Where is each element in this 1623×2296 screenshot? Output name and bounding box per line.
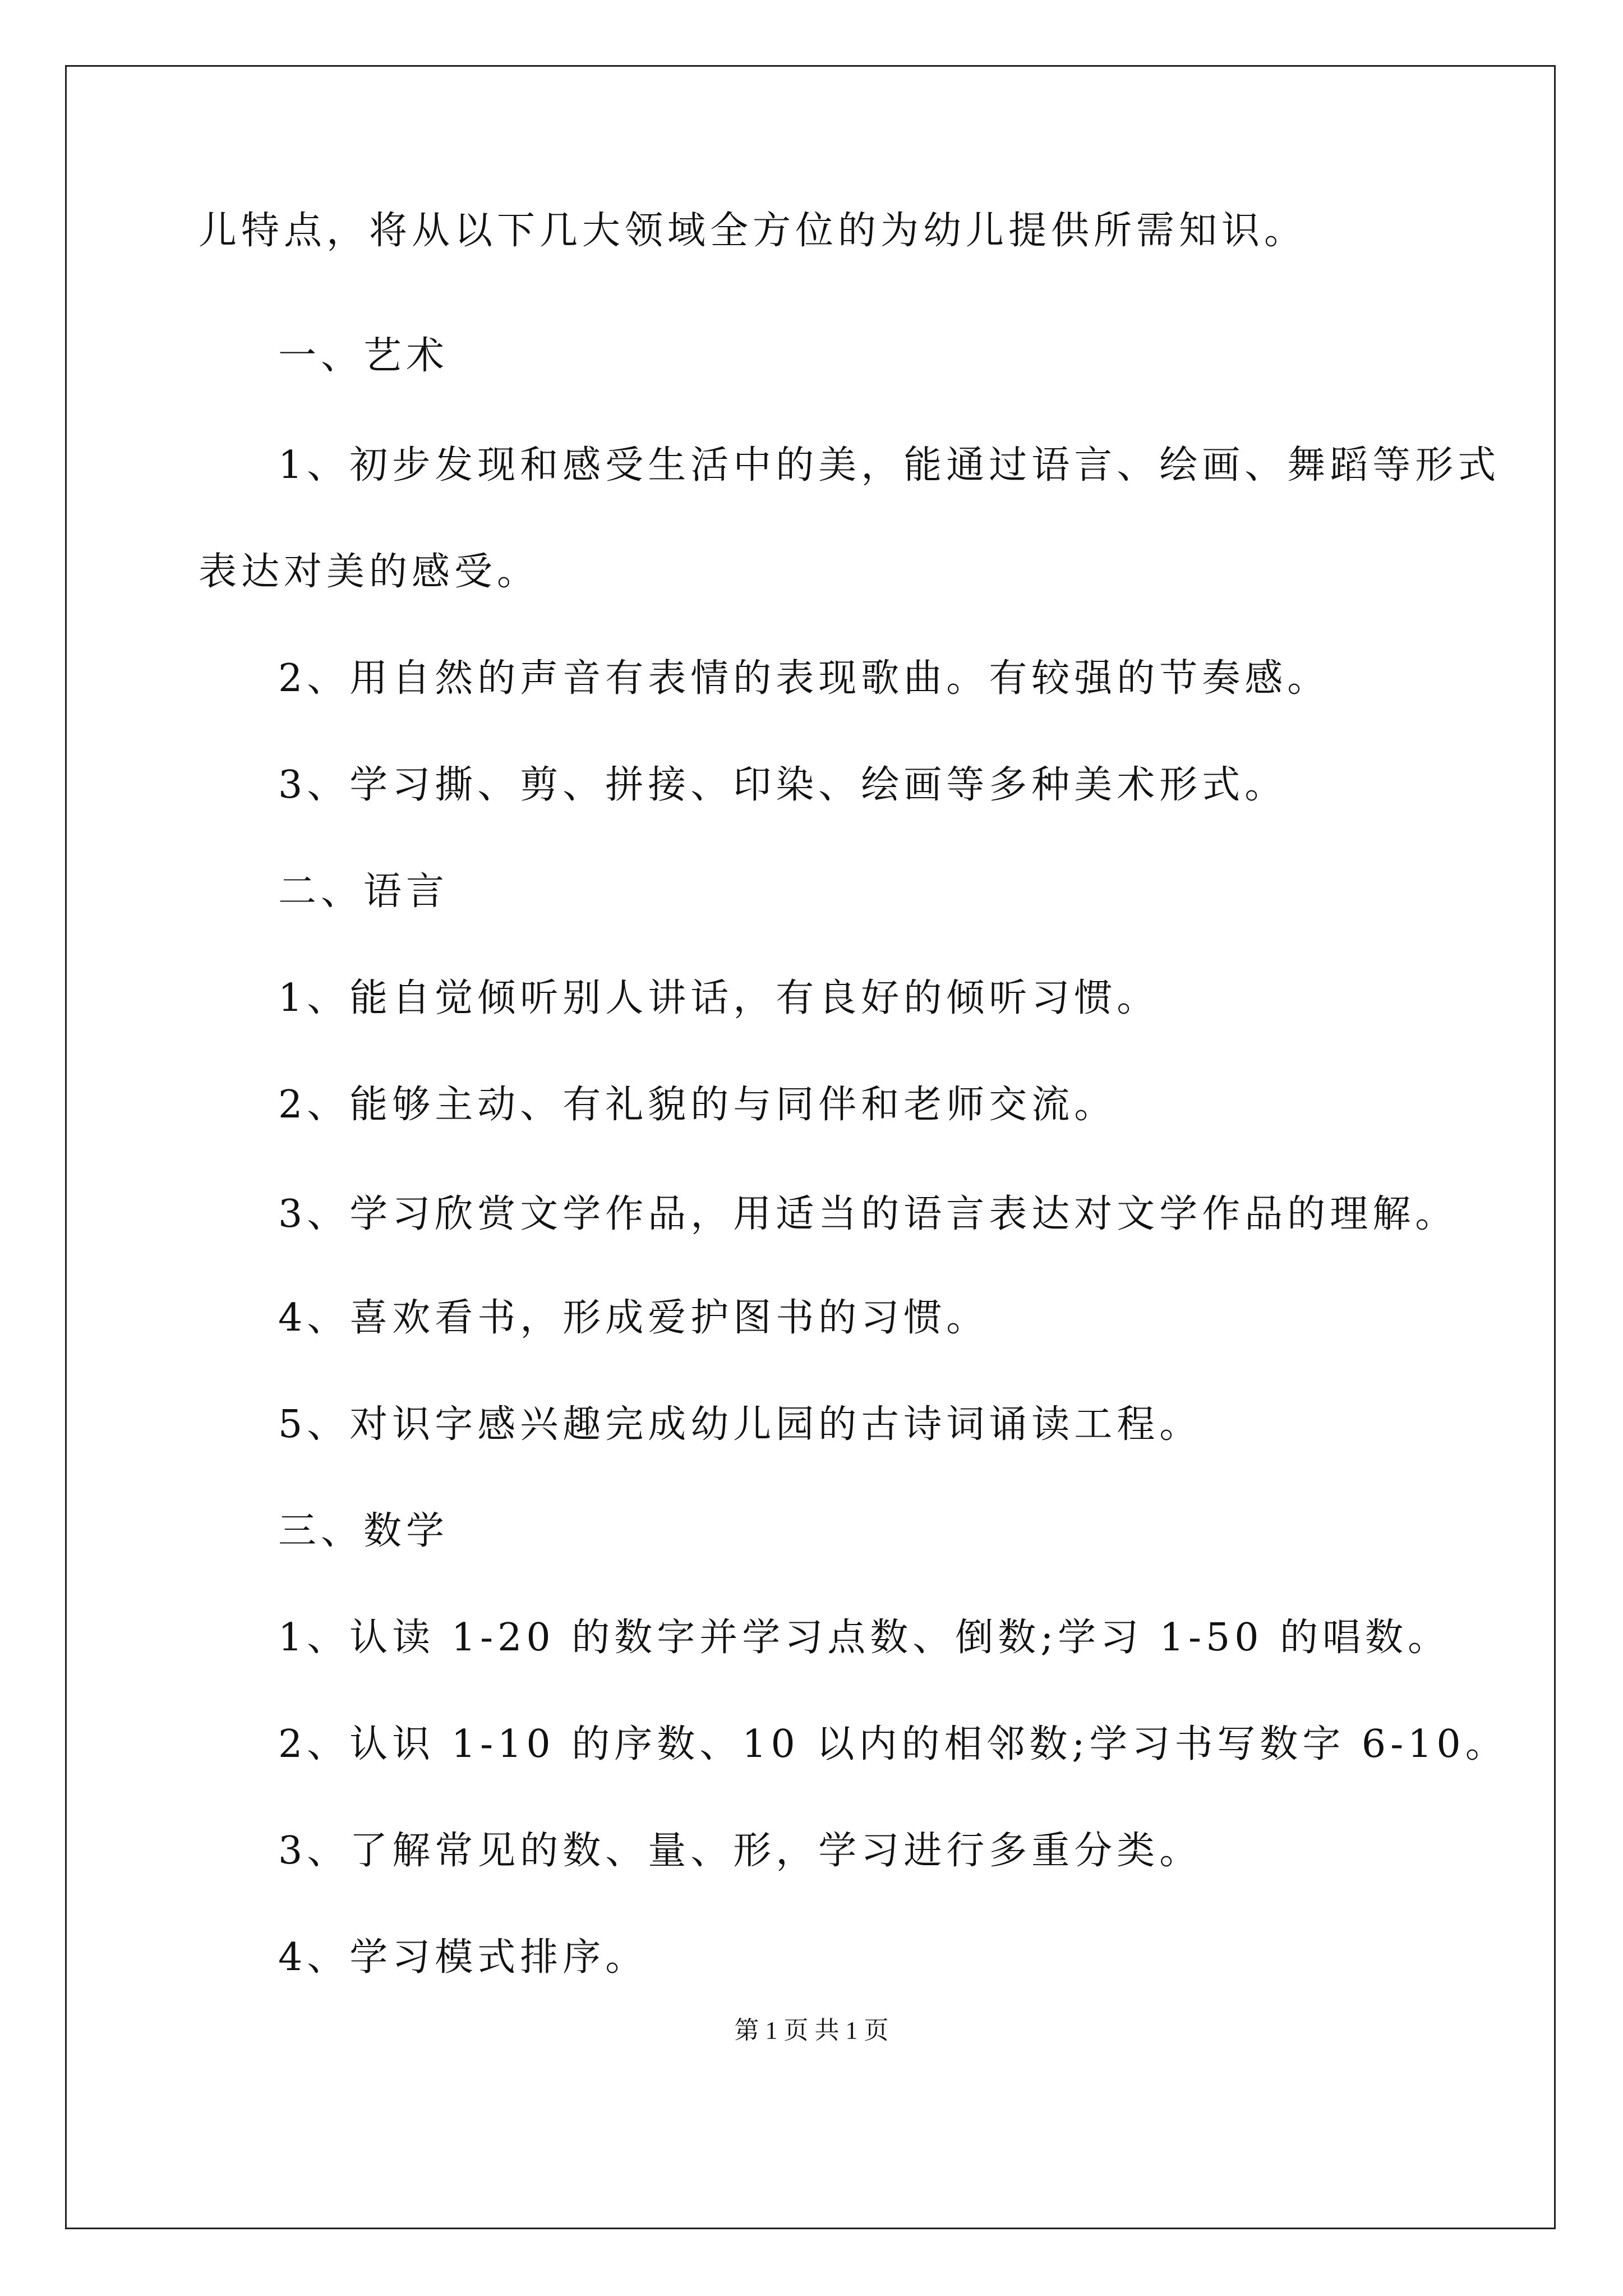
list-item: 1、初步发现和感受生活中的美，能通过语言、绘画、舞蹈等形式 [278, 443, 1501, 487]
page-footer: 第 1 页 共 1 页 [734, 2017, 889, 2044]
list-item: 1、能自觉倾听别人讲话，有良好的倾听习惯。 [278, 976, 1160, 1020]
section-heading-language: 二、语言 [278, 869, 449, 914]
list-item: 2、能够主动、有礼貌的与同伴和老师交流。 [278, 1083, 1117, 1127]
list-item: 1、认读 1-20 的数字并学习点数、倒数;学习 1-50 的唱数。 [278, 1616, 1451, 1660]
list-item: 4、喜欢看书，形成爱护图书的习惯。 [278, 1296, 989, 1340]
section-heading-math: 三、数学 [278, 1509, 449, 1553]
list-item: 4、学习模式排序。 [278, 1935, 648, 1980]
list-item: 2、认识 1-10 的序数、10 以内的相邻数;学习书写数字 6-10。 [278, 1722, 1508, 1766]
list-item: 3、了解常见的数、量、形，学习进行多重分类。 [278, 1829, 1202, 1873]
list-item: 5、对识字感兴趣完成幼儿园的古诗词诵读工程。 [278, 1402, 1202, 1447]
page-border [65, 65, 1556, 2229]
list-item: 3、学习撕、剪、拼接、印染、绘画等多种美术形式。 [278, 763, 1288, 807]
paragraph-line: 表达对美的感受。 [199, 550, 540, 594]
paragraph-line: 儿特点，将从以下几大领域全方位的为幼儿提供所需知识。 [199, 209, 1307, 253]
list-item: 2、用自然的声音有表情的表现歌曲。有较强的节奏感。 [278, 656, 1330, 701]
list-item: 3、学习欣赏文学作品，用适当的语言表达对文学作品的理解。 [278, 1192, 1458, 1236]
section-heading-art: 一、艺术 [278, 334, 449, 378]
